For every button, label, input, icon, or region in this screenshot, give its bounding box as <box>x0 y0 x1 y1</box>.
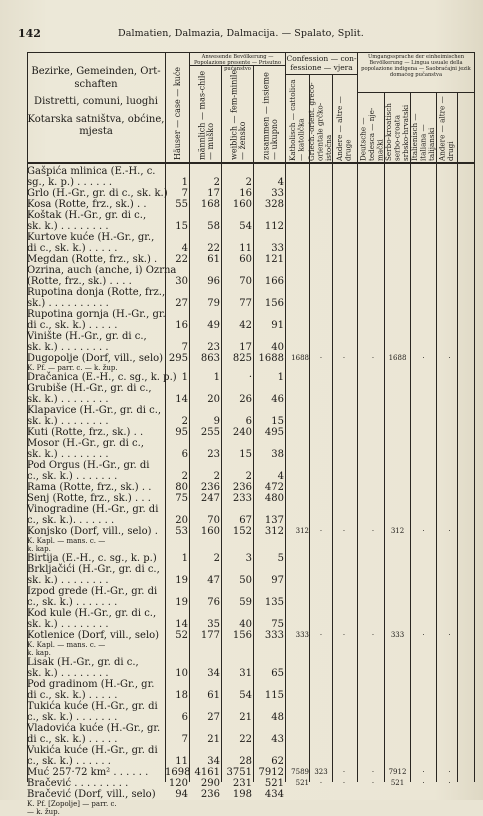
total-value: 91 <box>271 320 284 331</box>
houses-value: 75 <box>175 493 188 504</box>
place-name: di c., sk. k.) . . . . . <box>27 734 118 745</box>
houses-value: 19 <box>175 597 188 608</box>
place-name: c., sk. k.) . . . . . . . <box>27 712 118 723</box>
place-name: Bračević . . . . . . . . . <box>27 778 129 789</box>
place-name: sk. k.) . . . . . . . . <box>27 575 109 586</box>
place-name: Lisak (H.-Gr., gr. di c., <box>27 657 139 668</box>
table-row <box>27 657 475 679</box>
houses-value: 53 <box>175 526 188 537</box>
table-row <box>27 553 475 564</box>
table-row <box>27 372 475 383</box>
german-column-header: Deutsche — tedesca — nje-mački <box>358 107 385 161</box>
place-name: c., sk. k.) . . . . . . . <box>27 597 118 608</box>
table-row <box>27 630 475 641</box>
place-name: sk. k.) . . . . . . . . <box>27 619 109 630</box>
female-value: 160 <box>232 199 252 210</box>
table-row <box>27 254 475 265</box>
place-name: Rupotina gornja (H.-Gr., gr. <box>27 309 166 320</box>
houses-value: 30 <box>175 276 188 287</box>
total-value: 135 <box>264 597 284 608</box>
houses-value: 16 <box>175 320 188 331</box>
total-value: 312 <box>264 526 284 537</box>
total-value: 333 <box>264 630 284 641</box>
male-value: 2 <box>213 471 220 482</box>
place-name: Bračević (Dorf, vill., selo) <box>27 789 156 800</box>
male-value: 47 <box>207 575 220 586</box>
table-row <box>27 210 475 232</box>
houses-value: 295 <box>168 353 188 364</box>
german-value: · <box>371 768 375 776</box>
houses-column-header: Häuser — case — kuće <box>172 66 182 160</box>
male-value: 160 <box>200 526 220 537</box>
parish-note-row <box>27 641 475 657</box>
header-bottom-rule <box>27 162 475 164</box>
italian-value: · <box>422 527 425 535</box>
houses-value: 55 <box>175 199 188 210</box>
female-value: 2 <box>245 177 252 188</box>
male-value: 255 <box>200 427 220 438</box>
catholic-value: 7589 <box>291 768 309 776</box>
male-value: 61 <box>207 690 220 701</box>
total-value: 521 <box>264 778 284 789</box>
male-value: 236 <box>200 789 220 800</box>
total-value: 115 <box>264 690 284 701</box>
german-value: · <box>371 354 375 362</box>
parish-note-row <box>27 364 475 372</box>
place-name: Birtija (E.-H., c. sg., k. p.) <box>27 553 157 564</box>
total-value: 33 <box>271 243 284 254</box>
male-value: 34 <box>207 756 220 767</box>
german-value: · <box>371 527 375 535</box>
male-value: 21 <box>207 734 220 745</box>
total-value: 65 <box>271 668 284 679</box>
place-name: di c., sk. k.) . . . . . <box>27 320 118 331</box>
houses-value: 14 <box>175 394 188 405</box>
houses-value: 10 <box>175 668 188 679</box>
serbocroat-value: 521 <box>390 779 405 787</box>
houses-value: 22 <box>175 254 188 265</box>
running-head <box>18 27 471 41</box>
catholic-value: 521 <box>295 779 309 787</box>
male-value: 61 <box>207 254 220 265</box>
female-value: · <box>248 372 252 383</box>
place-name: sk. k.) . . . . . . . . <box>27 394 109 405</box>
catholic-column-header: Katholisch — cattolica — katolička <box>288 79 306 161</box>
place-name: sk. k.) . . . . . . . . <box>27 221 109 232</box>
place-name: di c., sk. k.) . . . . . <box>27 243 118 254</box>
other-confession-column-header: Andere — altre — druge <box>335 96 353 161</box>
male-value: 23 <box>207 449 220 460</box>
italian-value: · <box>422 354 425 362</box>
total-value: 434 <box>264 789 284 800</box>
table-row <box>27 679 475 701</box>
male-value: 49 <box>207 320 220 331</box>
table-row <box>27 504 475 526</box>
place-name: Megdan (Rotte, frz., sk.) . <box>27 254 158 265</box>
houses-value: 1 <box>181 372 188 383</box>
houses-value: 6 <box>181 449 188 460</box>
total-value: 75 <box>271 619 284 630</box>
table-row <box>27 493 475 504</box>
place-name: k. kap. <box>27 545 51 553</box>
confession-group-rule <box>285 74 357 75</box>
table-row <box>27 482 475 493</box>
serbocroat-value: 312 <box>390 527 405 535</box>
male-value: 2 <box>213 177 220 188</box>
houses-value: 15 <box>175 221 188 232</box>
female-value: 60 <box>239 254 252 265</box>
male-value: 177 <box>200 630 220 641</box>
table-row <box>27 745 475 767</box>
other-confession-value: · <box>342 768 346 776</box>
female-value: 2 <box>245 471 252 482</box>
other-confession-value: · <box>342 527 346 535</box>
houses-value: 20 <box>175 515 188 526</box>
place-name: sk.) . . . . . . . . . . <box>27 298 109 309</box>
houses-value: 7 <box>181 734 188 745</box>
place-name: Kotlenice (Dorf, vill., selo) <box>27 630 160 641</box>
place-name: Kosa (Rotte, frz., sk.) . . <box>27 199 147 210</box>
page-header-title: Dalmatien, Dalmazia, Dalmacija. — Spalato, Split. <box>118 28 364 39</box>
male-value: 34 <box>207 668 220 679</box>
houses-value: 95 <box>175 427 188 438</box>
place-name: Izpod grede (H.-Gr., gr. di <box>27 586 158 597</box>
female-value: 825 <box>232 353 252 364</box>
place-name: K. Kapl. — mans. c. — <box>27 641 106 649</box>
other-language-value: · <box>448 779 451 787</box>
orthodox-value: · <box>319 779 323 787</box>
total-value: 472 <box>264 482 284 493</box>
houses-value: 1 <box>181 177 188 188</box>
total-value: 4 <box>277 471 284 482</box>
place-name: Ozrina, auch (anche, i) Ozrna <box>27 265 177 276</box>
italian-column-header: Italienisch — italiana — talijanski <box>409 113 436 161</box>
female-value: 15 <box>239 449 252 460</box>
female-value: 59 <box>239 597 252 608</box>
total-value: 33 <box>271 188 284 199</box>
italian-value: · <box>422 779 425 787</box>
place-name: Vinogradine (H.-Gr., gr. di <box>27 504 159 515</box>
place-name: Muć 257·72 km² . . . . . . <box>27 767 149 778</box>
slovene-column-header: Andere — altre — drugi <box>437 96 455 161</box>
place-name: K. Pf. [Zopolje] — parr. c. <box>27 800 117 808</box>
female-value: 77 <box>239 298 252 309</box>
houses-value: 1698 <box>165 767 191 778</box>
female-value: 40 <box>239 619 252 630</box>
place-name: Brkljačići (H.-Gr., gr. di c., <box>27 564 160 575</box>
place-name: Senj (Rotte, frz., sk.) . . . <box>27 493 151 504</box>
houses-value: 19 <box>175 575 188 586</box>
female-value: 3 <box>245 553 252 564</box>
female-value: 17 <box>239 342 252 353</box>
male-column-header: männlich — mas-chile — muško <box>197 70 215 160</box>
table-row <box>27 199 475 210</box>
male-value: 2 <box>213 553 220 564</box>
male-value: 17 <box>207 188 220 199</box>
table-row <box>27 383 475 405</box>
serbocroat-value: 1688 <box>388 354 407 362</box>
table-row <box>27 460 475 482</box>
table-row <box>27 405 475 427</box>
place-name: — k. žup. <box>27 808 60 816</box>
place-name: Klapavice (H.-Gr., gr. di c., <box>27 405 162 416</box>
female-value: 21 <box>239 712 252 723</box>
male-value: 168 <box>200 199 220 210</box>
orthodox-value: · <box>319 527 323 535</box>
table-row <box>27 353 475 364</box>
female-value: 11 <box>239 243 252 254</box>
serbocroat-column-header: Serbo-kroatisch serbo-croata srbsko-hrvatski <box>383 103 410 161</box>
italian-value: · <box>422 631 425 639</box>
place-name: Vukića kuće (H.-Gr., gr. di <box>27 745 158 756</box>
catholic-value: 1688 <box>291 354 309 362</box>
parish-note-row <box>27 800 475 816</box>
place-name: Koštak (H.-Gr., gr. di c., <box>27 210 147 221</box>
female-value: 54 <box>239 690 252 701</box>
place-name: Pod Orgus (H.-Gr., gr. di <box>27 460 150 471</box>
place-name: Vladovića kuće (H.-Gr., gr. <box>27 723 161 734</box>
female-value: 28 <box>239 756 252 767</box>
total-value: 38 <box>271 449 284 460</box>
population-group-header: Anwesende Bevölkerung — Popolazione presente — Prisutno pučanstvo <box>194 54 281 72</box>
place-name: c., sk. k.) . . . . . . . <box>27 471 118 482</box>
male-value: 20 <box>207 394 220 405</box>
houses-value: 27 <box>175 298 188 309</box>
place-name: Tukića kuće (H.-Gr., gr. di <box>27 701 158 712</box>
table-row <box>27 265 475 287</box>
statistics-table <box>27 52 475 816</box>
orthodox-value: · <box>319 354 323 362</box>
houses-value: 80 <box>175 482 188 493</box>
place-name: Mosor (H.-Gr., gr. di c., <box>27 438 144 449</box>
female-value: 198 <box>232 789 252 800</box>
total-value: 40 <box>271 342 284 353</box>
german-value: · <box>371 779 375 787</box>
total-value: 48 <box>271 712 284 723</box>
total-value: 43 <box>271 734 284 745</box>
male-value: 1 <box>213 372 220 383</box>
place-name: K. Pf. — parr. c. — k. žup. <box>27 364 118 372</box>
female-value: 152 <box>232 526 252 537</box>
table-row <box>27 331 475 353</box>
total-value: 166 <box>264 276 284 287</box>
place-name: Konjsko (Dorf, vill., selo) . <box>27 526 158 537</box>
total-value: 62 <box>271 756 284 767</box>
place-header-de-2: schaften <box>74 78 118 90</box>
page-number: 142 <box>18 27 41 40</box>
female-value: 236 <box>232 482 252 493</box>
houses-value: 11 <box>175 756 188 767</box>
place-name: Pod gradinom (H.-Gr., gr. <box>27 679 155 690</box>
language-group-header: Umgangssprache der einheimischen Bevölkerung — Lingua usuale della popolazione indigena — Saobraćajni jezik domaćeg pučanstva <box>361 54 471 78</box>
place-name: sk. k.) . . . . . . . . <box>27 449 109 460</box>
serbocroat-value: 333 <box>390 631 405 639</box>
table-row <box>27 767 475 778</box>
total-value: 112 <box>264 221 284 232</box>
male-value: 4161 <box>194 767 220 778</box>
female-value: 67 <box>239 515 252 526</box>
total-value: 46 <box>271 394 284 405</box>
serbocroat-value: 7912 <box>388 768 407 776</box>
table-row <box>27 287 475 309</box>
houses-value: 52 <box>175 630 188 641</box>
table-row <box>27 723 475 745</box>
orthodox-value: 323 <box>314 768 328 776</box>
place-name: Dračanica (E.-H., c. sg., k. p.) <box>27 372 177 383</box>
male-value: 236 <box>200 482 220 493</box>
place-name: Dugopolje (Dorf, vill., selo) <box>27 353 164 364</box>
total-value: 1 <box>277 372 284 383</box>
table-row <box>27 778 475 789</box>
place-name: Grubiše (H.-Gr., gr. di c., <box>27 383 152 394</box>
female-value: 31 <box>239 668 252 679</box>
female-value: 16 <box>239 188 252 199</box>
male-value: 9 <box>213 416 220 427</box>
italian-value: · <box>422 768 425 776</box>
total-value: 15 <box>271 416 284 427</box>
total-value: 121 <box>264 254 284 265</box>
total-value: 1688 <box>258 353 284 364</box>
place-name: Rama (Rotte, frz., sk.) . . <box>27 482 152 493</box>
other-confession-value: · <box>342 354 346 362</box>
table-row <box>27 309 475 331</box>
table-row <box>27 564 475 586</box>
male-value: 863 <box>200 353 220 364</box>
place-header-it: Distretti, comuni, luoghi <box>34 96 158 107</box>
male-value: 247 <box>200 493 220 504</box>
table-row <box>27 701 475 723</box>
total-column-header: zusammen — insieme — ukupno <box>261 72 279 160</box>
german-value: · <box>371 631 375 639</box>
male-value: 27 <box>207 712 220 723</box>
place-name: sk. k.) . . . . . . . . <box>27 416 109 427</box>
total-value: 480 <box>264 493 284 504</box>
female-value: 42 <box>239 320 252 331</box>
male-value: 58 <box>207 221 220 232</box>
place-name: Kuti (Rotte, frz., sk.) . . <box>27 427 144 438</box>
houses-value: 120 <box>168 778 188 789</box>
place-name: Kod kule (H.-Gr., gr. di c., <box>27 608 157 619</box>
place-name: sk. k.) . . . . . . . . <box>27 668 109 679</box>
orthodox-value: · <box>319 631 323 639</box>
male-value: 79 <box>207 298 220 309</box>
female-value: 6 <box>245 416 252 427</box>
place-name: k. kap. <box>27 649 51 657</box>
houses-value: 2 <box>181 471 188 482</box>
place-header-de: Bezirke, Gemeinden, Ort- <box>31 66 161 77</box>
place-name: Rupotina donja (Rotte, frz., <box>27 287 166 298</box>
male-value: 35 <box>207 619 220 630</box>
houses-value: 94 <box>175 789 188 800</box>
other-language-value: · <box>448 768 451 776</box>
catholic-value: 312 <box>295 527 309 535</box>
other-confession-value: · <box>342 779 346 787</box>
table-row <box>27 232 475 254</box>
total-value: 495 <box>264 427 284 438</box>
other-confession-value: · <box>342 631 346 639</box>
confession-group-header: Confession — con-fessione — vjera <box>286 54 357 72</box>
place-header-hr: Kotarska satništva, obćine, <box>27 113 165 125</box>
table-row <box>27 166 475 188</box>
male-value: 70 <box>207 515 220 526</box>
table-row <box>27 427 475 438</box>
male-value: 290 <box>200 778 220 789</box>
place-name: sg., k. p.) . . . . . . <box>27 177 113 188</box>
table-row <box>27 586 475 608</box>
houses-value: 6 <box>181 712 188 723</box>
other-language-value: · <box>448 527 451 535</box>
table-row <box>27 438 475 460</box>
other-language-value: · <box>448 354 451 362</box>
total-value: 328 <box>264 199 284 210</box>
houses-value: 18 <box>175 690 188 701</box>
houses-value: 4 <box>181 243 188 254</box>
male-value: 22 <box>207 243 220 254</box>
place-name: K. Kapl. — mans. c. — <box>27 537 106 545</box>
total-value: 97 <box>271 575 284 586</box>
female-value: 231 <box>232 778 252 789</box>
table-row <box>27 526 475 537</box>
place-name: c., sk. k.). . . . . . . <box>27 515 115 526</box>
parish-note-row <box>27 537 475 553</box>
table-row <box>27 188 475 199</box>
female-value: 26 <box>239 394 252 405</box>
place-name: Kurtove kuće (H.-Gr., gr., <box>27 232 155 243</box>
place-column-header <box>27 66 165 139</box>
place-name: c., sk. k.) . . . . . . <box>27 756 111 767</box>
houses-value: 7 <box>181 188 188 199</box>
houses-value: 14 <box>175 619 188 630</box>
other-language-value: · <box>448 631 451 639</box>
total-value: 5 <box>277 553 284 564</box>
place-name: (Rotte, frz., sk.) . . . . <box>27 276 132 287</box>
total-value: 137 <box>264 515 284 526</box>
houses-value: 1 <box>181 553 188 564</box>
female-value: 240 <box>232 427 252 438</box>
place-header-hr-2: mjesta <box>79 126 113 137</box>
place-name: Vinište (H.-Gr., gr. di c., <box>27 331 147 342</box>
table-row <box>27 789 475 800</box>
male-value: 76 <box>207 597 220 608</box>
table-row <box>27 608 475 630</box>
female-value: 50 <box>239 575 252 586</box>
total-value: 156 <box>264 298 284 309</box>
female-value: 54 <box>239 221 252 232</box>
male-value: 96 <box>207 276 220 287</box>
female-value: 156 <box>232 630 252 641</box>
female-value: 233 <box>232 493 252 504</box>
place-name: sk. k.) . . . . . . . . <box>27 342 109 353</box>
female-value: 22 <box>239 734 252 745</box>
place-name: Gašpića mlinica (E.-H., c. <box>27 166 156 177</box>
catholic-value: 333 <box>295 631 309 639</box>
total-value: 4 <box>277 177 284 188</box>
male-value: 23 <box>207 342 220 353</box>
female-value: 3751 <box>226 767 252 778</box>
table-top-rule <box>27 52 475 53</box>
place-name: di c., sk. k.) . . . . . <box>27 690 118 701</box>
houses-value: 7 <box>181 342 188 353</box>
female-value: 70 <box>239 276 252 287</box>
houses-value: 2 <box>181 416 188 427</box>
total-value: 7912 <box>258 767 284 778</box>
orthodox-column-header: Griech.-orient. greco-orientale grčko-istočna <box>306 82 333 161</box>
place-name: Grlo (H.-Gr., gr. di c., sk. k.) <box>27 188 168 199</box>
female-column-header: weiblich — fem-minile — žensko <box>229 69 247 160</box>
